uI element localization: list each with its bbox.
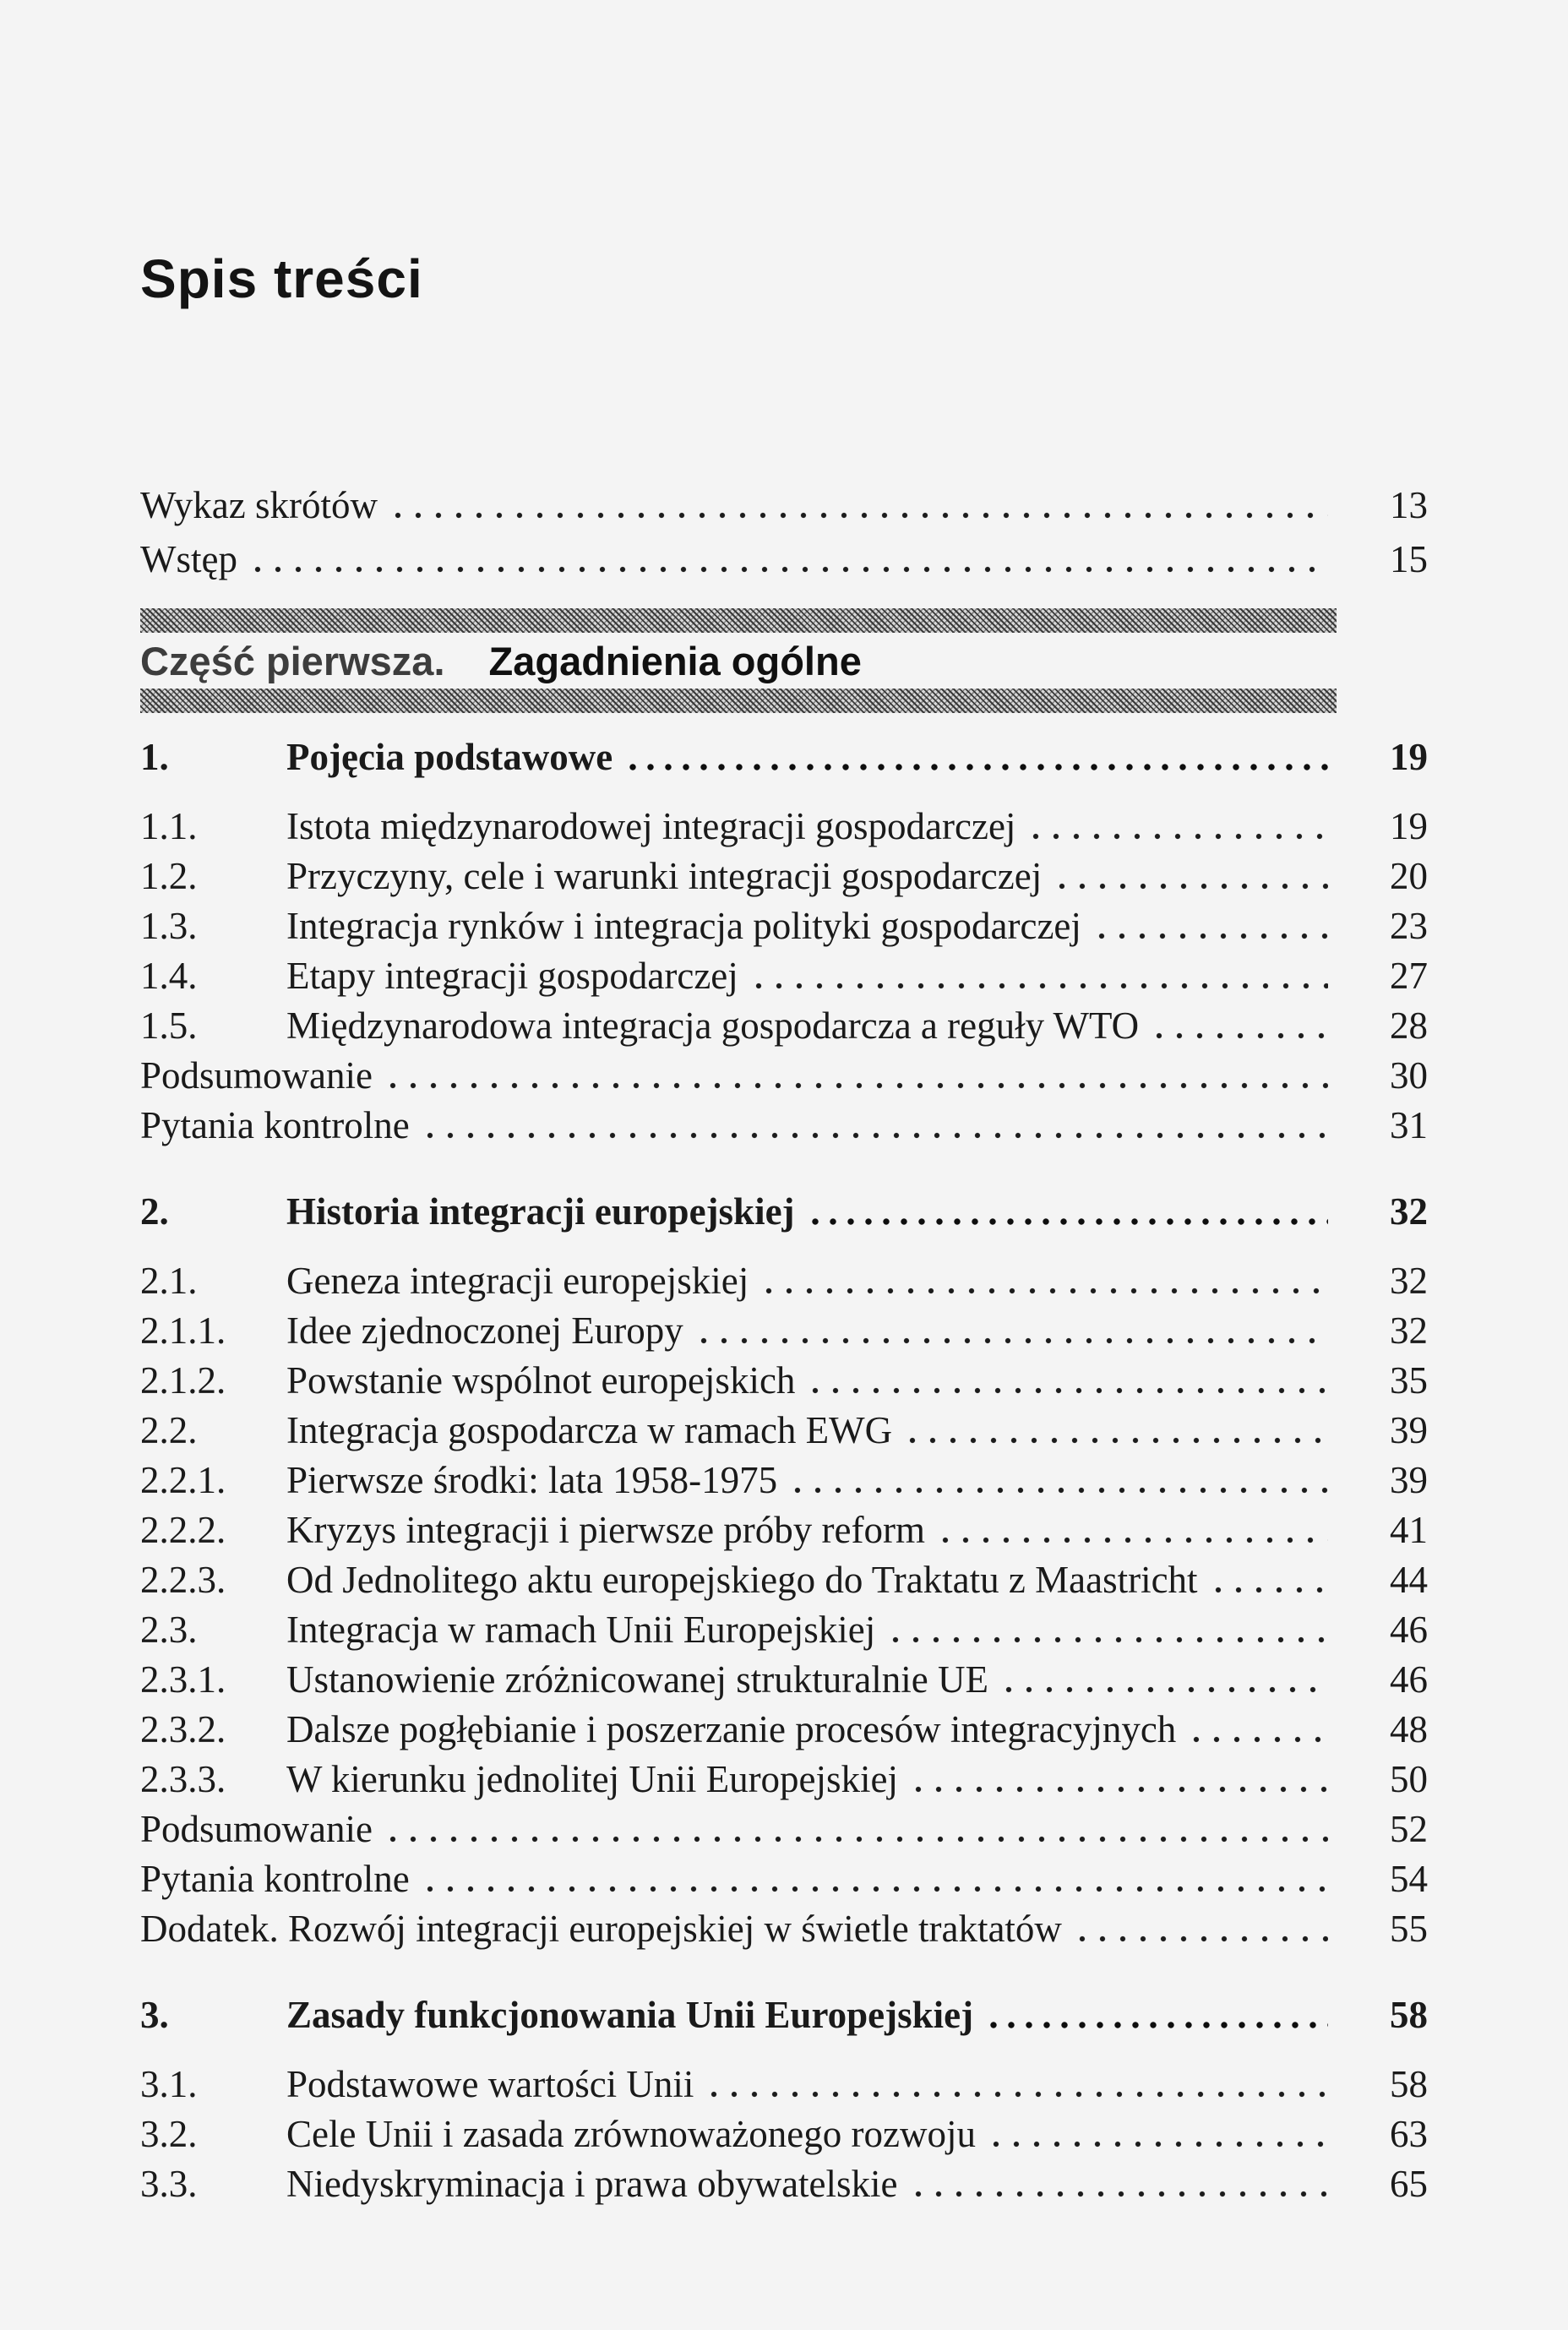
entry-number: 2.1.2. [140, 1359, 226, 1402]
toc-row [140, 2114, 1428, 2154]
entry-title: Etapy integracji gospodarczej [286, 955, 738, 997]
entry-number: 3.3. [140, 2163, 198, 2205]
dot-leader [794, 1486, 1328, 1494]
front-matter-row [140, 539, 1428, 580]
entry-title: Integracja w ramach Unii Europejskiej [286, 1609, 876, 1651]
dot-leader [389, 1835, 1328, 1843]
entry-number: 1.1. [140, 805, 198, 847]
toc-row [140, 856, 1428, 896]
entry-title: Międzynarodowa integracja gospodarcza a reguły WTO [286, 1004, 1140, 1047]
page-number: 19 [1390, 805, 1428, 847]
entry-number: 3.1. [140, 2063, 198, 2105]
dot-leader [909, 1436, 1328, 1445]
toc-row [140, 2164, 1428, 2204]
toc-row [140, 1005, 1428, 1046]
dot-leader [1079, 1935, 1328, 1943]
dot-leader [915, 2190, 1328, 2198]
dot-leader [427, 1885, 1328, 1893]
dot-leader [1098, 932, 1328, 940]
entry-title: Geneza integracji europejskiej [286, 1260, 749, 1302]
entry-title: Pytania kontrolne [140, 1104, 410, 1146]
entry-title: Idee zjednoczonej Europy [286, 1309, 683, 1352]
entry-title: Integracja gospodarcza w ramach EWG [286, 1409, 893, 1451]
entry-title: Powstanie wspólnot europejskich [286, 1359, 796, 1402]
dot-leader [993, 2140, 1328, 2148]
front-matter-row [140, 485, 1428, 525]
toc-row [140, 906, 1428, 946]
dot-leader [1032, 832, 1328, 841]
toc-row [140, 1809, 1428, 1849]
entry-title: Przyczyny, cele i warunki integracji gospodarczej [286, 855, 1043, 897]
hatch-bar-bottom [140, 689, 1337, 713]
page-number: 63 [1390, 2113, 1428, 2155]
entry-number: 2.3. [140, 1609, 198, 1651]
dot-leader [254, 565, 1328, 574]
front-matter-list [140, 485, 1428, 580]
entry-title: Istota międzynarodowej integracji gospodarczej [286, 805, 1016, 847]
toc-row [140, 1759, 1428, 1799]
page-number: 48 [1390, 1708, 1428, 1750]
entry-title: Dalsze pogłębianie i poszerzanie procesów integracyjnych [286, 1708, 1177, 1750]
page-number: 15 [1390, 538, 1428, 580]
entry-number: 3.2. [140, 2113, 198, 2155]
page-number: 13 [1390, 484, 1428, 526]
page-number: 28 [1390, 1004, 1428, 1047]
toc-row [140, 806, 1428, 847]
page-number: 32 [1390, 1309, 1428, 1352]
dot-leader [892, 1636, 1328, 1644]
toc-row [140, 1709, 1428, 1750]
entry-number: 2.3.1. [140, 1658, 226, 1701]
page-number: 32 [1390, 1190, 1428, 1233]
toc-row [140, 1859, 1428, 1899]
entry-title: Pojęcia podstawowe [286, 736, 613, 778]
page-number: 23 [1390, 905, 1428, 947]
entry-number: 1.4. [140, 955, 198, 997]
page-number: 52 [1390, 1808, 1428, 1850]
toc-chapter-row [140, 1191, 1428, 1232]
entry-title: Niedyskryminacja i prawa obywatelskie [286, 2163, 898, 2205]
page-number: 27 [1390, 955, 1428, 997]
toc-row [140, 1055, 1428, 1096]
entry-title: Podsumowanie [140, 1054, 373, 1097]
dot-leader [990, 2021, 1328, 2029]
page-number: 19 [1390, 736, 1428, 778]
page-number: 46 [1390, 1658, 1428, 1701]
entry-title: Wykaz skrótów [140, 484, 378, 526]
page-number: 54 [1390, 1858, 1428, 1900]
dot-leader [700, 1336, 1328, 1345]
dot-leader [915, 1785, 1328, 1794]
dot-leader [765, 1287, 1328, 1295]
part-header-text [140, 633, 1337, 689]
entry-title: Kryzys integracji i pierwsze próby reform [286, 1509, 925, 1551]
entry-title: Od Jednolitego aktu europejskiego do Traktatu z Maastricht [286, 1559, 1198, 1601]
toc-row [140, 955, 1428, 996]
page-number: 65 [1390, 2163, 1428, 2205]
page-number: 32 [1390, 1260, 1428, 1302]
toc-row [140, 1310, 1428, 1351]
entry-number: 2. [140, 1190, 169, 1233]
entry-number: 2.2.2. [140, 1509, 226, 1551]
part-title: Zagadnienia ogólne [488, 639, 862, 683]
page-number: 20 [1390, 855, 1428, 897]
toc-row [140, 1609, 1428, 1650]
dot-leader [812, 1217, 1328, 1226]
entry-number: 2.3.3. [140, 1758, 226, 1800]
dot-leader [1005, 1685, 1328, 1694]
dot-leader [427, 1131, 1328, 1140]
page-content [0, 248, 1568, 2205]
toc-row [140, 1510, 1428, 1550]
dot-leader [1156, 1032, 1328, 1040]
entry-number: 2.3.2. [140, 1708, 226, 1750]
toc-chapter-row [140, 737, 1428, 777]
toc-row [140, 1908, 1428, 1949]
entry-title: Wstęp [140, 538, 237, 580]
entry-number: 1.5. [140, 1004, 198, 1047]
toc-list [140, 737, 1428, 2204]
part-label: Część pierwsza. [140, 639, 445, 683]
page-number: 44 [1390, 1559, 1428, 1601]
page-number: 58 [1390, 1994, 1428, 2036]
toc-row [140, 1460, 1428, 1500]
entry-title: Ustanowienie zróżnicowanej strukturalnie UE [286, 1658, 988, 1701]
toc-row [140, 2064, 1428, 2104]
entry-number: 2.1. [140, 1260, 198, 1302]
entry-title: Cele Unii i zasada zrównoważonego rozwoju [286, 2113, 976, 2155]
dot-leader [710, 2090, 1328, 2099]
entry-number: 1.3. [140, 905, 198, 947]
entry-number: 2.1.1. [140, 1309, 226, 1352]
entry-number: 2.2.3. [140, 1559, 226, 1601]
page-number: 39 [1390, 1459, 1428, 1501]
dot-leader [395, 511, 1328, 520]
hatch-bar-top [140, 608, 1337, 633]
entry-title: Integracja rynków i integracja polityki gospodarczej [286, 905, 1081, 947]
dot-leader [942, 1536, 1328, 1544]
dot-leader [1193, 1735, 1328, 1744]
toc-row [140, 1105, 1428, 1146]
dot-leader [1215, 1586, 1328, 1594]
part-header-band [140, 608, 1337, 713]
entry-title: Pytania kontrolne [140, 1858, 410, 1900]
toc-chapter-row [140, 1995, 1428, 2035]
entry-title: Podsumowanie [140, 1808, 373, 1850]
entry-title: Podstawowe wartości Unii [286, 2063, 694, 2105]
page-number: 35 [1390, 1359, 1428, 1402]
toc-row [140, 1410, 1428, 1451]
page-number: 39 [1390, 1409, 1428, 1451]
entry-number: 1.2. [140, 855, 198, 897]
page-number: 41 [1390, 1509, 1428, 1551]
page-title: Spis treści [140, 248, 423, 309]
page-number: 46 [1390, 1609, 1428, 1651]
toc-row [140, 1659, 1428, 1700]
dot-leader [812, 1386, 1328, 1395]
entry-number: 1. [140, 736, 169, 778]
toc-row [140, 1560, 1428, 1600]
dot-leader [755, 982, 1328, 990]
dot-leader [1059, 882, 1328, 890]
entry-title: Historia integracji europejskiej [286, 1190, 795, 1233]
page-number: 50 [1390, 1758, 1428, 1800]
dot-leader [629, 763, 1328, 771]
entry-title: Zasady funkcjonowania Unii Europejskiej [286, 1994, 974, 2036]
entry-number: 3. [140, 1994, 169, 2036]
page-number: 31 [1390, 1104, 1428, 1146]
entry-title: Pierwsze środki: lata 1958-1975 [286, 1459, 778, 1501]
entry-number: 2.2. [140, 1409, 198, 1451]
entry-number: 2.2.1. [140, 1459, 226, 1501]
entry-title: W kierunku jednolitej Unii Europejskiej [286, 1758, 899, 1800]
page-number: 58 [1390, 2063, 1428, 2105]
toc-row [140, 1260, 1428, 1301]
toc-row [140, 1360, 1428, 1401]
page-number: 55 [1390, 1908, 1428, 1950]
dot-leader [389, 1081, 1328, 1090]
page-number: 30 [1390, 1054, 1428, 1097]
entry-title: Dodatek. Rozwój integracji europejskiej w świetle traktatów [140, 1908, 1062, 1950]
